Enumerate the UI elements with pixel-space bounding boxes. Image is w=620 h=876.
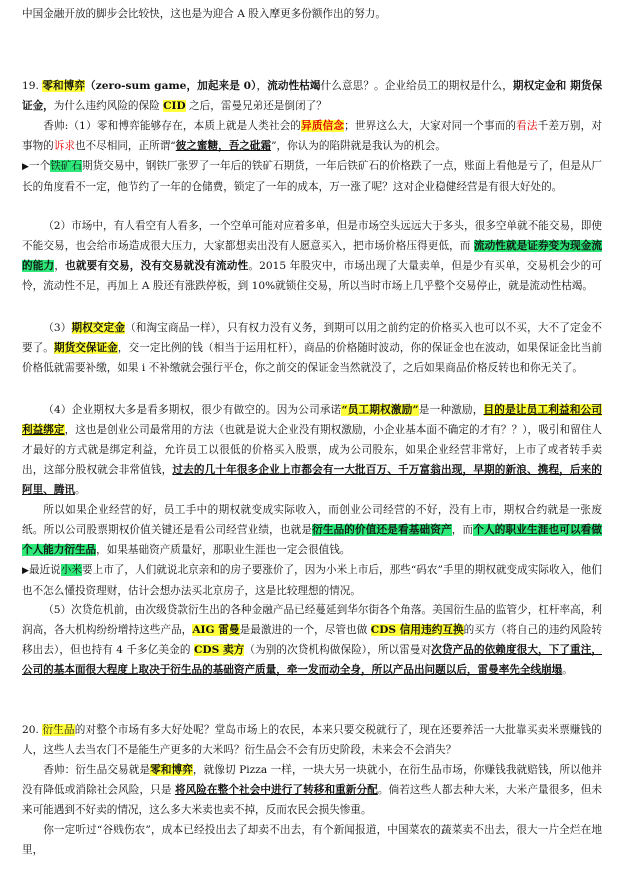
term-heterogeneous-beliefs: 异质信念: [301, 120, 345, 132]
quote-honey-arsenic: 彼之蜜糖，吾之砒霜: [175, 140, 272, 152]
q20-number: 20.: [22, 724, 43, 736]
term-option-deposit: 期权交定金: [71, 322, 126, 334]
term-derivative-value: 衍生品的价值还是看基础资产: [312, 524, 452, 536]
term-cds-seller: CDS 卖方: [193, 644, 245, 656]
arrow-bullet-icon: ▶: [22, 162, 29, 172]
question-19-header: 19. 零和博弈（zero-sum game，加起来是 0），流动性枯竭什么意思？。企业给员工的期权是什么，期权定金和 期货保证金，为什么违约风险的保险 CID 之后，雷曼兄弟还是倒闭了？: [22, 80, 603, 112]
q20-paragraph-2: 你一定听过“谷贱伤农”，成本已经投出去了却卖不出去，有个新闻报道，中国菜农的蔬菜卖不出去，很大一片全烂在地里，: [22, 824, 602, 856]
term-liquidity-exhaustion: 流动性枯竭: [267, 80, 321, 92]
q19-paragraph-4: （4）企业期权大多是看多期权，很少有做空的。因为公司承诺“员工期权激励”是一种激励，目的是让员工利益和公司利益绑定，这也是创业公司最常用的方法（也就是说大企业没有期权激励，小企业基本面不确定的才有？？），吸引和留住人才最好的方式就是绑定利益，允许员工以很低的价格买入股票，成为公司股东，如果企业经营非常好，上市了或者转手卖出，这部分股权就会非常值钱，过去的几十年很多企业上市都会有一大批百万、千万富翁出现，早期的新浪、携程，后来的阿里、腾讯。 所以如果企业经营的好，员工手中的期权就变成实际收入，而创业公司经营的不好，没有上市，期权合约就是一张废纸。所以公司股票期权价值关键还是看公司经营业绩，也就是衍生品的价值还是看基础资产，而个人的职业生涯也可以看做个人能力衍生品，如果基础资产质量好，那职业生涯也一定会很值钱。 ▶最近说小米要上市了，人们就说北京亲和的房子要涨价了，因为小米上市后，那些“码农”手里的期权就变成实际收入，他们也不怎么懂投资理财，估计会想办法买北京房子，这是比较理想的情况。: [22, 404, 603, 597]
q19-paragraph-1: 香帅:（1）零和博弈能够存在，本质上就是人类社会的异质信念；世界这么大，大家对同一个事而的看法千差万别，对事物的诉求也不尽相同，正所谓“彼之蜜糖，吾之砒霜”，你认为的陷阱就是我认为的机会。 ▶一个铁矿石期货交易中，钢铁厂张罗了一年后的铁矿石期货，一年后铁矿石的价格跌了一点，账面上看他是亏了，但是从厂长的角度看不一定，他节约了一年的仓储费，锁定了一年的成本，万一涨了呢？这对企业稳健经营是有很大好处的。: [22, 120, 603, 193]
q19-number: 19.: [22, 80, 43, 92]
term-derivatives: 衍生品: [42, 724, 75, 736]
arrow-bullet-icon: ▶: [22, 566, 29, 576]
term-lehman-collapse: 次贷产品的依赖度很大，下了重注，公司的基本面很大程度上取决于衍生品的基础资产质量，牵一发而动全身，所以产品出问题以后，雷曼率先全线崩塌: [22, 644, 602, 676]
term-cid: CID: [163, 100, 186, 112]
term-bind-interests: 目的是让员工利益和公司利益绑定: [22, 404, 603, 436]
term-demand: 诉求: [53, 140, 75, 152]
term-cds-swap: CDS 信用违约互换: [370, 624, 464, 636]
term-aig-lehman: AIG 雷曼: [192, 624, 240, 636]
q19-zero-sum-english: （zero-sum game，加起来是 0）: [85, 80, 257, 92]
top-line-text: 中国金融开放的脚步会比较快，这也是为迎合 A 股入摩更多份额作出的努力。: [22, 8, 386, 20]
q19-paragraph-5: （5）次贷危机前，由次级贷款衍生出的各种金融产品已经蔓延到华尔街各个角落。美国衍生品的监管少，杠杆率高，利润高，各大机构纷纷增持这些产品，AIG 雷曼是最激进的一个，尽管也做 CDS 信用违约互换的买方（将自己的违约风险转移出去），但也持有 4 千多亿美金的 CDS 卖方（为别的次贷机构做保险），所以雷曼对次贷产品的依赖度很大，下了重注，公司的基本面很大程度上取决于衍生品的基础资产质量，牵一发而动全身，所以产品出问题以后，雷曼率先全线崩塌。: [22, 604, 602, 676]
term-iron-ore: 铁矿石: [50, 160, 83, 172]
term-employee-option-incentive: “员工期权激励”: [341, 404, 419, 416]
term-millionaires: 过去的几十年很多企业上市都会有一大批百万、千万富翁出现，早期的新浪、携程，后来的阿里、腾讯: [22, 464, 603, 496]
q19-paragraph-3: （3）期权交定金（和淘宝商品一样），只有权力没有义务，到期可以用之前约定的价格买入也可以不买，大不了定金不要了。期货交保证金，交一定比例的钱（相当于运用杠杆），商品的价格随时波动，你的保证金也在波动，如果保证金比当前价格低就需要补缴，如果 i 不补缴就会强行平仓，你之前交的保证金当然就没了，之后如果商品价格反转也和你无关了。: [22, 322, 603, 374]
term-option-deposit-futures-margin: 期权定金和 期货保证金，: [22, 80, 603, 112]
top-line: [22, 4, 602, 24]
term-risk-transfer: 将风险在整个社会中进行了转移和重新分配: [174, 784, 378, 796]
term-futures-margin: 期货交保证金: [53, 342, 118, 354]
q19-paragraph-2: （2）市场中，有人看空有人看多，一个空单可能对应着多单，但是市场空头远远大于多头，很多空单就不能交易，即使不能交易，也会给市场造成很大压力，大家都想卖出没有人愿意买入，把市场价格压得更低，而 流动性就是证券变为现金流的能力，也就要有交易，没有交易就没有流动性。2015 年股灾中，市场出现了大量卖单，但是少有买单，交易机会少的可怜，流动性不足，再加上 A 股还有涨跌停板，到 10%就锁住交易，所以当时市场上几乎整个交易停止，就是流动性枯竭。: [22, 220, 603, 292]
term-xiaomi: 小米: [60, 564, 82, 576]
term-liquidity-definition: 流动性就是证券变为现金流的能力: [22, 240, 602, 272]
term-zero-sum-game: 零和博弈: [42, 80, 86, 92]
term-career-derivative: 个人的职业生涯也可以看做个人能力衍生品: [22, 524, 603, 556]
term-zero-sum-game-2: 零和博弈: [150, 764, 193, 776]
term-no-trade-no-liquidity: 也就要有交易，没有交易就没有流动性: [65, 260, 249, 272]
term-view: 看法: [516, 120, 538, 132]
question-20: 20. 衍生品的对整个市场有多大好处呢？堂岛市场上的农民，本来只要交税就行了，现在还要养活一大批靠买卖米票赚钱的人，这些人去当农门不是能生产更多的大米吗？衍生品会不会有历史阶段，未来会不会消失？ 香帅：衍生品交易就是零和博弈，就像切 Pizza 一样，一块大另一块就小，在衍生品市场，你赚钱我就赔钱，所以他并没有降低或消除社会风险，只是 将风险在整个社会中进行了转移和重新分配。倘若这些人都去种大米，大米产量很多，但未来可能遇到不好卖的情况，这么多大米卖也卖不掉，反而农民会损失惨重。 你一定听过“谷贱伤农”，成本已经投出去了却卖不出去，有个新闻报道，中国菜农的蔬菜卖不出去，很大一片全烂在地里，: [22, 720, 602, 860]
